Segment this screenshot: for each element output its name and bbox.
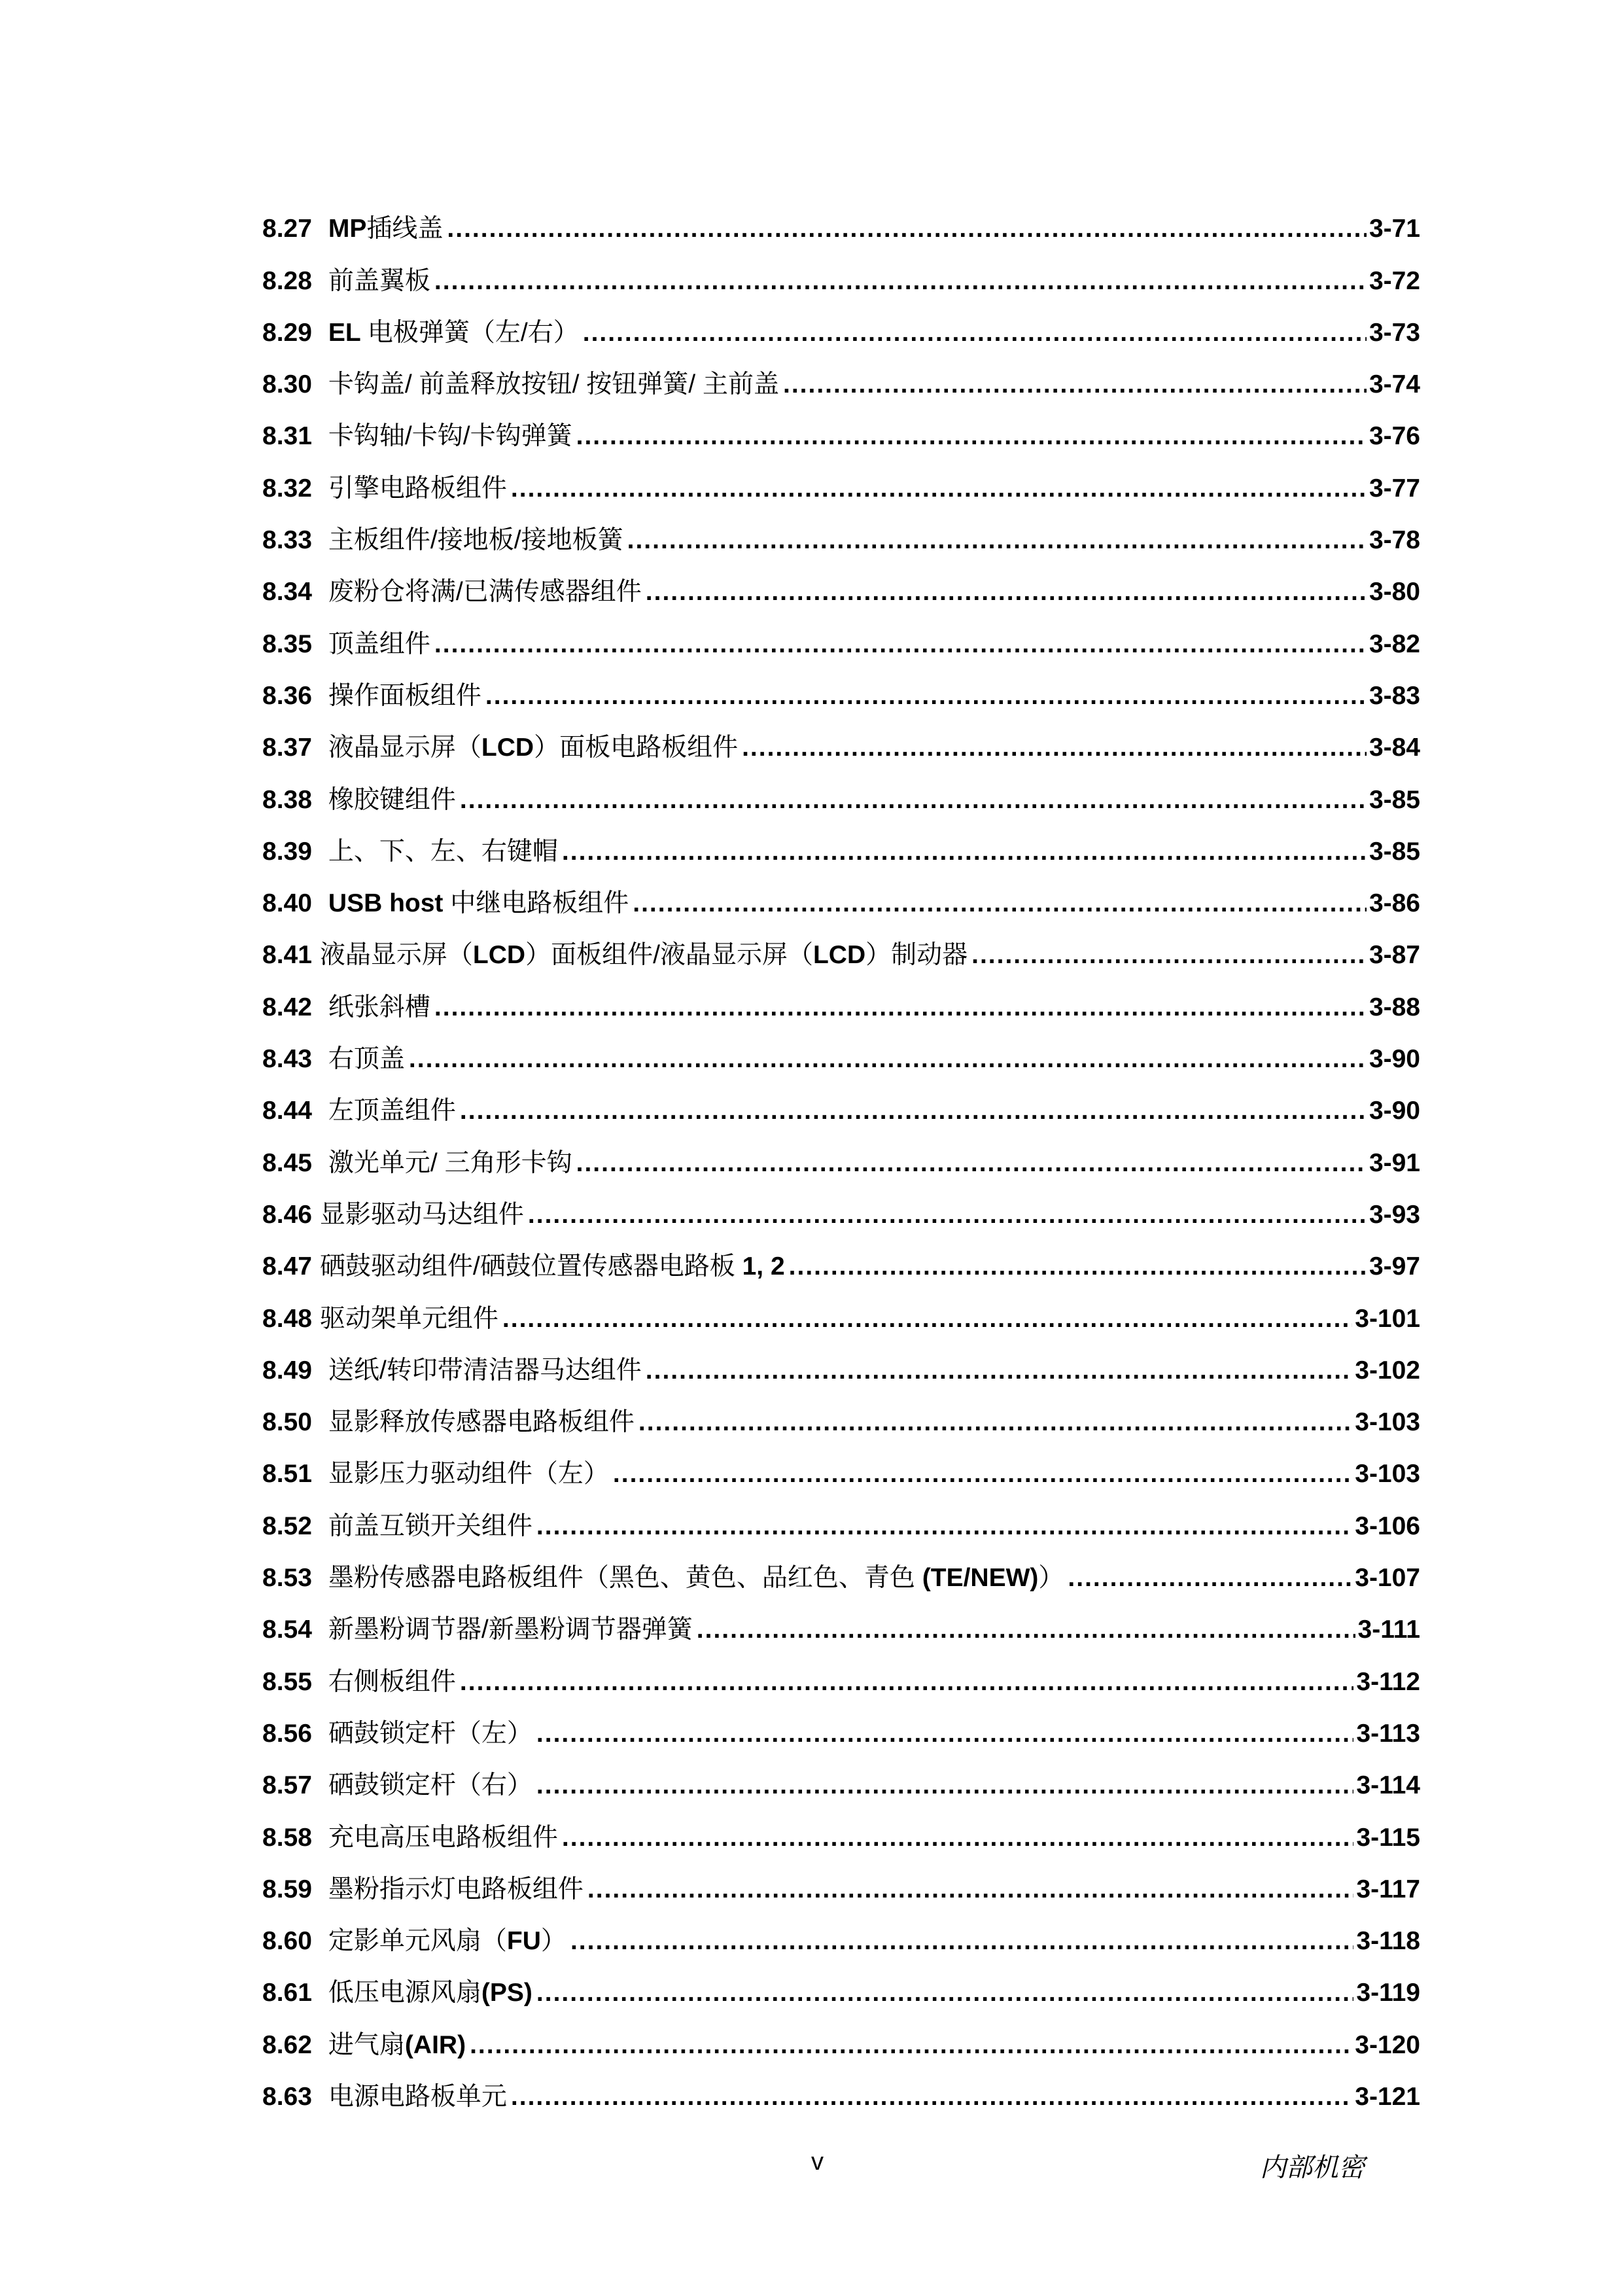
toc-entry-number: 8.53	[262, 1564, 312, 1593]
toc-dot-leader	[511, 2084, 1352, 2110]
toc-entry[interactable]	[262, 1954, 1420, 2005]
toc-entry-number: 8.29	[262, 318, 312, 347]
toc-entry-title: EL 电极弹簧（左/右）	[328, 318, 579, 347]
toc-dot-leader	[583, 320, 1367, 345]
toc-entry[interactable]	[262, 1123, 1420, 1175]
toc-entry-page: 3-103	[1355, 1460, 1420, 1489]
toc-entry-page: 3-118	[1356, 1927, 1420, 1956]
toc-dot-leader	[528, 1202, 1367, 1227]
toc-entry[interactable]	[262, 968, 1420, 1019]
toc-entry-page: 3-119	[1356, 1979, 1420, 2007]
toc-dot-leader	[460, 1098, 1367, 1123]
toc-entry-number: 8.55	[262, 1667, 312, 1696]
toc-entry-title: 顶盖组件	[328, 629, 430, 658]
toc-entry[interactable]	[262, 2005, 1420, 2057]
toc-entry-page: 3-101	[1355, 1304, 1420, 1333]
toc-entry-page: 3-102	[1355, 1356, 1420, 1385]
toc-entry-title: 前盖互锁开关组件	[328, 1511, 532, 1540]
toc-entry[interactable]	[262, 1435, 1420, 1487]
toc-entry[interactable]	[262, 1332, 1420, 1383]
toc-entry-page: 3-97	[1369, 1252, 1420, 1281]
toc-entry-page: 3-93	[1369, 1200, 1420, 1229]
toc-dot-leader	[646, 579, 1367, 605]
toc-entry-title: 送纸/转印带清洁器马达组件	[328, 1356, 642, 1385]
toc-entry-page: 3-88	[1369, 993, 1420, 1021]
toc-entry-title: 主板组件/接地板/接地板簧	[328, 526, 623, 555]
toc-entry[interactable]	[262, 1798, 1420, 1850]
toc-entry-number: 8.41	[262, 941, 312, 970]
toc-entry-page: 3-83	[1369, 681, 1420, 710]
toc-entry-number: 8.57	[262, 1771, 312, 1800]
toc-entry-page: 3-87	[1369, 941, 1420, 970]
toc-entry[interactable]	[262, 864, 1420, 916]
toc-entry-page: 3-71	[1369, 215, 1420, 243]
toc-entry-title: 显影释放传感器电路板组件	[328, 1408, 635, 1437]
toc-dot-leader	[587, 1877, 1353, 1902]
toc-dot-leader	[576, 423, 1367, 449]
toc-entry[interactable]	[262, 1176, 1420, 1227]
toc-entry-title: 显影驱动马达组件	[319, 1200, 524, 1229]
toc-entry-title: 墨粉传感器电路板组件（黑色、黄色、品红色、青色 (TE/NEW)）	[328, 1564, 1064, 1593]
footer-page-number: v	[811, 2148, 824, 2176]
toc-entry-page: 3-107	[1355, 1564, 1420, 1593]
toc-entry-number: 8.58	[262, 1823, 312, 1852]
toc-entry-title: 墨粉指示灯电路板组件	[328, 1875, 584, 1903]
toc-entry-title: 新墨粉调节器/新墨粉调节器弹簧	[328, 1616, 693, 1644]
toc-entry-title: 纸张斜槽	[328, 993, 430, 1021]
toc-entry-page: 3-85	[1369, 837, 1420, 866]
toc-dot-leader	[789, 1254, 1367, 1279]
toc-entry[interactable]	[262, 1487, 1420, 1538]
toc-entry-number: 8.33	[262, 526, 312, 555]
toc-entry-title: 电源电路板单元	[328, 2082, 507, 2111]
toc-entry-page: 3-86	[1369, 889, 1420, 918]
toc-entry-number: 8.54	[262, 1616, 312, 1644]
toc-entry-title: 操作面板组件	[328, 681, 481, 710]
toc-entry[interactable]	[262, 1902, 1420, 1954]
toc-entry-page: 3-77	[1369, 474, 1420, 503]
toc-entry[interactable]	[262, 241, 1420, 293]
toc-entry[interactable]	[262, 1746, 1420, 1798]
toc-entry[interactable]	[262, 916, 1420, 968]
toc-entry[interactable]	[262, 1383, 1420, 1435]
toc-dot-leader	[460, 787, 1367, 813]
toc-entry[interactable]	[262, 1695, 1420, 1746]
toc-entry[interactable]	[262, 1072, 1420, 1123]
toc-entry-number: 8.44	[262, 1097, 312, 1125]
toc-entry-page: 3-117	[1356, 1875, 1420, 1903]
toc-dot-leader	[562, 1825, 1353, 1850]
toc-entry-page: 3-85	[1369, 785, 1420, 814]
toc-entry[interactable]	[262, 1642, 1420, 1694]
toc-entry-number: 8.52	[262, 1511, 312, 1540]
toc-entry-page: 3-120	[1355, 2030, 1420, 2059]
table-of-contents	[262, 190, 1420, 2110]
toc-entry-number: 8.31	[262, 422, 312, 451]
toc-entry-number: 8.47	[262, 1252, 312, 1281]
toc-entry-number: 8.51	[262, 1460, 312, 1489]
toc-entry-number: 8.34	[262, 578, 312, 607]
toc-entry-number: 8.32	[262, 474, 312, 503]
toc-entry-number: 8.30	[262, 370, 312, 399]
toc-dot-leader	[434, 631, 1367, 657]
toc-dot-leader	[576, 1150, 1367, 1176]
toc-entry-page: 3-114	[1356, 1771, 1420, 1800]
toc-dot-leader	[783, 372, 1367, 397]
toc-entry[interactable]	[262, 553, 1420, 605]
toc-entry-title: 卡钩轴/卡钩/卡钩弹簧	[328, 422, 572, 451]
toc-entry-page: 3-74	[1369, 370, 1420, 399]
toc-entry[interactable]	[262, 190, 1420, 241]
toc-entry[interactable]	[262, 501, 1420, 553]
toc-entry[interactable]	[262, 709, 1420, 760]
toc-entry-page: 3-121	[1355, 2082, 1420, 2111]
toc-entry[interactable]	[262, 1850, 1420, 1902]
toc-entry-number: 8.46	[262, 1200, 312, 1229]
toc-entry[interactable]	[262, 397, 1420, 449]
toc-dot-leader	[460, 1669, 1353, 1695]
toc-dot-leader	[511, 476, 1367, 501]
toc-entry-number: 8.59	[262, 1875, 312, 1903]
toc-entry-number: 8.40	[262, 889, 312, 918]
toc-entry[interactable]	[262, 657, 1420, 709]
toc-entry-number: 8.48	[262, 1304, 312, 1333]
toc-entry-title: 卡钩盖/ 前盖释放按钮/ 按钮弹簧/ 主前盖	[328, 370, 779, 399]
toc-entry-page: 3-84	[1369, 733, 1420, 762]
toc-entry-title: 定影单元风扇（FU）	[328, 1927, 567, 1956]
toc-entry-title: 硒鼓驱动组件/硒鼓位置传感器电路板 1, 2	[319, 1252, 785, 1281]
toc-dot-leader	[613, 1461, 1352, 1487]
toc-entry-number: 8.27	[262, 215, 312, 243]
toc-dot-leader	[562, 839, 1367, 864]
toc-entry[interactable]	[262, 294, 1420, 345]
toc-entry-page: 3-103	[1355, 1408, 1420, 1437]
toc-entry-title: 激光单元/ 三角形卡钩	[328, 1148, 572, 1177]
toc-dot-leader	[1068, 1565, 1352, 1591]
toc-entry-title: 低压电源风扇(PS)	[328, 1979, 532, 2007]
footer-confidential-label: 内部机密	[1260, 2153, 1365, 2182]
toc-entry-title: MP插线盖	[328, 215, 444, 243]
toc-entry[interactable]	[262, 1227, 1420, 1279]
toc-entry-page: 3-112	[1356, 1667, 1420, 1696]
toc-entry-page: 3-106	[1355, 1511, 1420, 1540]
toc-dot-leader	[638, 1409, 1352, 1435]
toc-dot-leader	[536, 1773, 1353, 1798]
toc-entry-title: 上、下、左、右键帽	[328, 837, 558, 866]
toc-entry-title: 液晶显示屏（LCD）面板组件/液晶显示屏（LCD）制动器	[319, 941, 968, 970]
toc-entry-page: 3-115	[1356, 1823, 1420, 1852]
toc-entry-number: 8.42	[262, 993, 312, 1021]
toc-dot-leader	[485, 683, 1367, 709]
toc-entry-title: 驱动架单元组件	[319, 1304, 498, 1333]
toc-entry-page: 3-113	[1356, 1719, 1420, 1748]
toc-entry-page: 3-78	[1369, 526, 1420, 555]
toc-entry-title: 进气扇(AIR)	[328, 2030, 466, 2059]
toc-entry-title: 液晶显示屏（LCD）面板电路板组件	[328, 733, 739, 762]
toc-dot-leader	[633, 891, 1367, 916]
toc-entry-title: 显影压力驱动组件（左）	[328, 1460, 609, 1489]
toc-entry[interactable]	[262, 345, 1420, 397]
toc-entry-title: 橡胶键组件	[328, 785, 456, 814]
toc-dot-leader	[536, 1980, 1353, 2005]
toc-dot-leader	[409, 1046, 1367, 1072]
toc-entry-title: 右侧板组件	[328, 1667, 456, 1696]
toc-entry-number: 8.38	[262, 785, 312, 814]
toc-entry-title: 硒鼓锁定杆（左）	[328, 1719, 532, 1748]
toc-entry-page: 3-91	[1369, 1148, 1420, 1177]
toc-entry-title: USB host 中继电路板组件	[328, 889, 629, 918]
toc-entry[interactable]	[262, 605, 1420, 656]
toc-dot-leader	[434, 268, 1367, 294]
toc-entry-number: 8.50	[262, 1408, 312, 1437]
toc-entry[interactable]	[262, 1279, 1420, 1331]
toc-entry-number: 8.37	[262, 733, 312, 762]
toc-entry-title: 硒鼓锁定杆（右）	[328, 1771, 532, 1800]
toc-entry[interactable]	[262, 1020, 1420, 1072]
toc-dot-leader	[470, 2032, 1352, 2058]
toc-entry-number: 8.63	[262, 2082, 312, 2111]
toc-entry[interactable]	[262, 2058, 1420, 2110]
toc-dot-leader	[502, 1306, 1352, 1332]
toc-entry-page: 3-72	[1369, 266, 1420, 295]
toc-entry-number: 8.49	[262, 1356, 312, 1385]
toc-entry-number: 8.61	[262, 1979, 312, 2007]
toc-entry-page: 3-80	[1369, 578, 1420, 607]
toc-entry[interactable]	[262, 813, 1420, 864]
toc-entry-page: 3-73	[1369, 318, 1420, 347]
toc-entry-title: 引擎电路板组件	[328, 474, 507, 503]
toc-dot-leader	[971, 942, 1367, 968]
toc-dot-leader	[536, 1513, 1352, 1539]
toc-dot-leader	[627, 527, 1367, 553]
toc-entry-number: 8.35	[262, 629, 312, 658]
toc-dot-leader	[570, 1928, 1353, 1954]
toc-entry-page: 3-90	[1369, 1045, 1420, 1074]
toc-entry-number: 8.28	[262, 266, 312, 295]
toc-dot-leader	[697, 1617, 1355, 1642]
toc-entry-number: 8.60	[262, 1927, 312, 1956]
toc-entry-number: 8.36	[262, 681, 312, 710]
toc-entry-title: 充电高压电路板组件	[328, 1823, 558, 1852]
toc-entry[interactable]	[262, 1539, 1420, 1591]
toc-dot-leader	[646, 1358, 1352, 1383]
toc-entry-page: 3-111	[1357, 1616, 1420, 1644]
toc-dot-leader	[536, 1721, 1353, 1746]
toc-entry[interactable]	[262, 449, 1420, 501]
toc-entry-title: 废粉仓将满/已满传感器组件	[328, 578, 642, 607]
toc-dot-leader	[434, 995, 1367, 1020]
toc-entry-page: 3-90	[1369, 1097, 1420, 1125]
toc-dot-leader	[447, 216, 1367, 241]
toc-entry[interactable]	[262, 760, 1420, 812]
toc-entry-title: 前盖翼板	[328, 266, 430, 295]
toc-entry-number: 8.43	[262, 1045, 312, 1074]
toc-entry-number: 8.62	[262, 2030, 312, 2059]
toc-entry-number: 8.56	[262, 1719, 312, 1748]
toc-entry-page: 3-82	[1369, 629, 1420, 658]
toc-entry-number: 8.39	[262, 837, 312, 866]
toc-entry-title: 左顶盖组件	[328, 1097, 456, 1125]
toc-entry[interactable]	[262, 1591, 1420, 1642]
toc-entry-title: 右顶盖	[328, 1045, 405, 1074]
toc-entry-number: 8.45	[262, 1148, 312, 1177]
toc-dot-leader	[742, 735, 1367, 760]
toc-entry-page: 3-76	[1369, 422, 1420, 451]
